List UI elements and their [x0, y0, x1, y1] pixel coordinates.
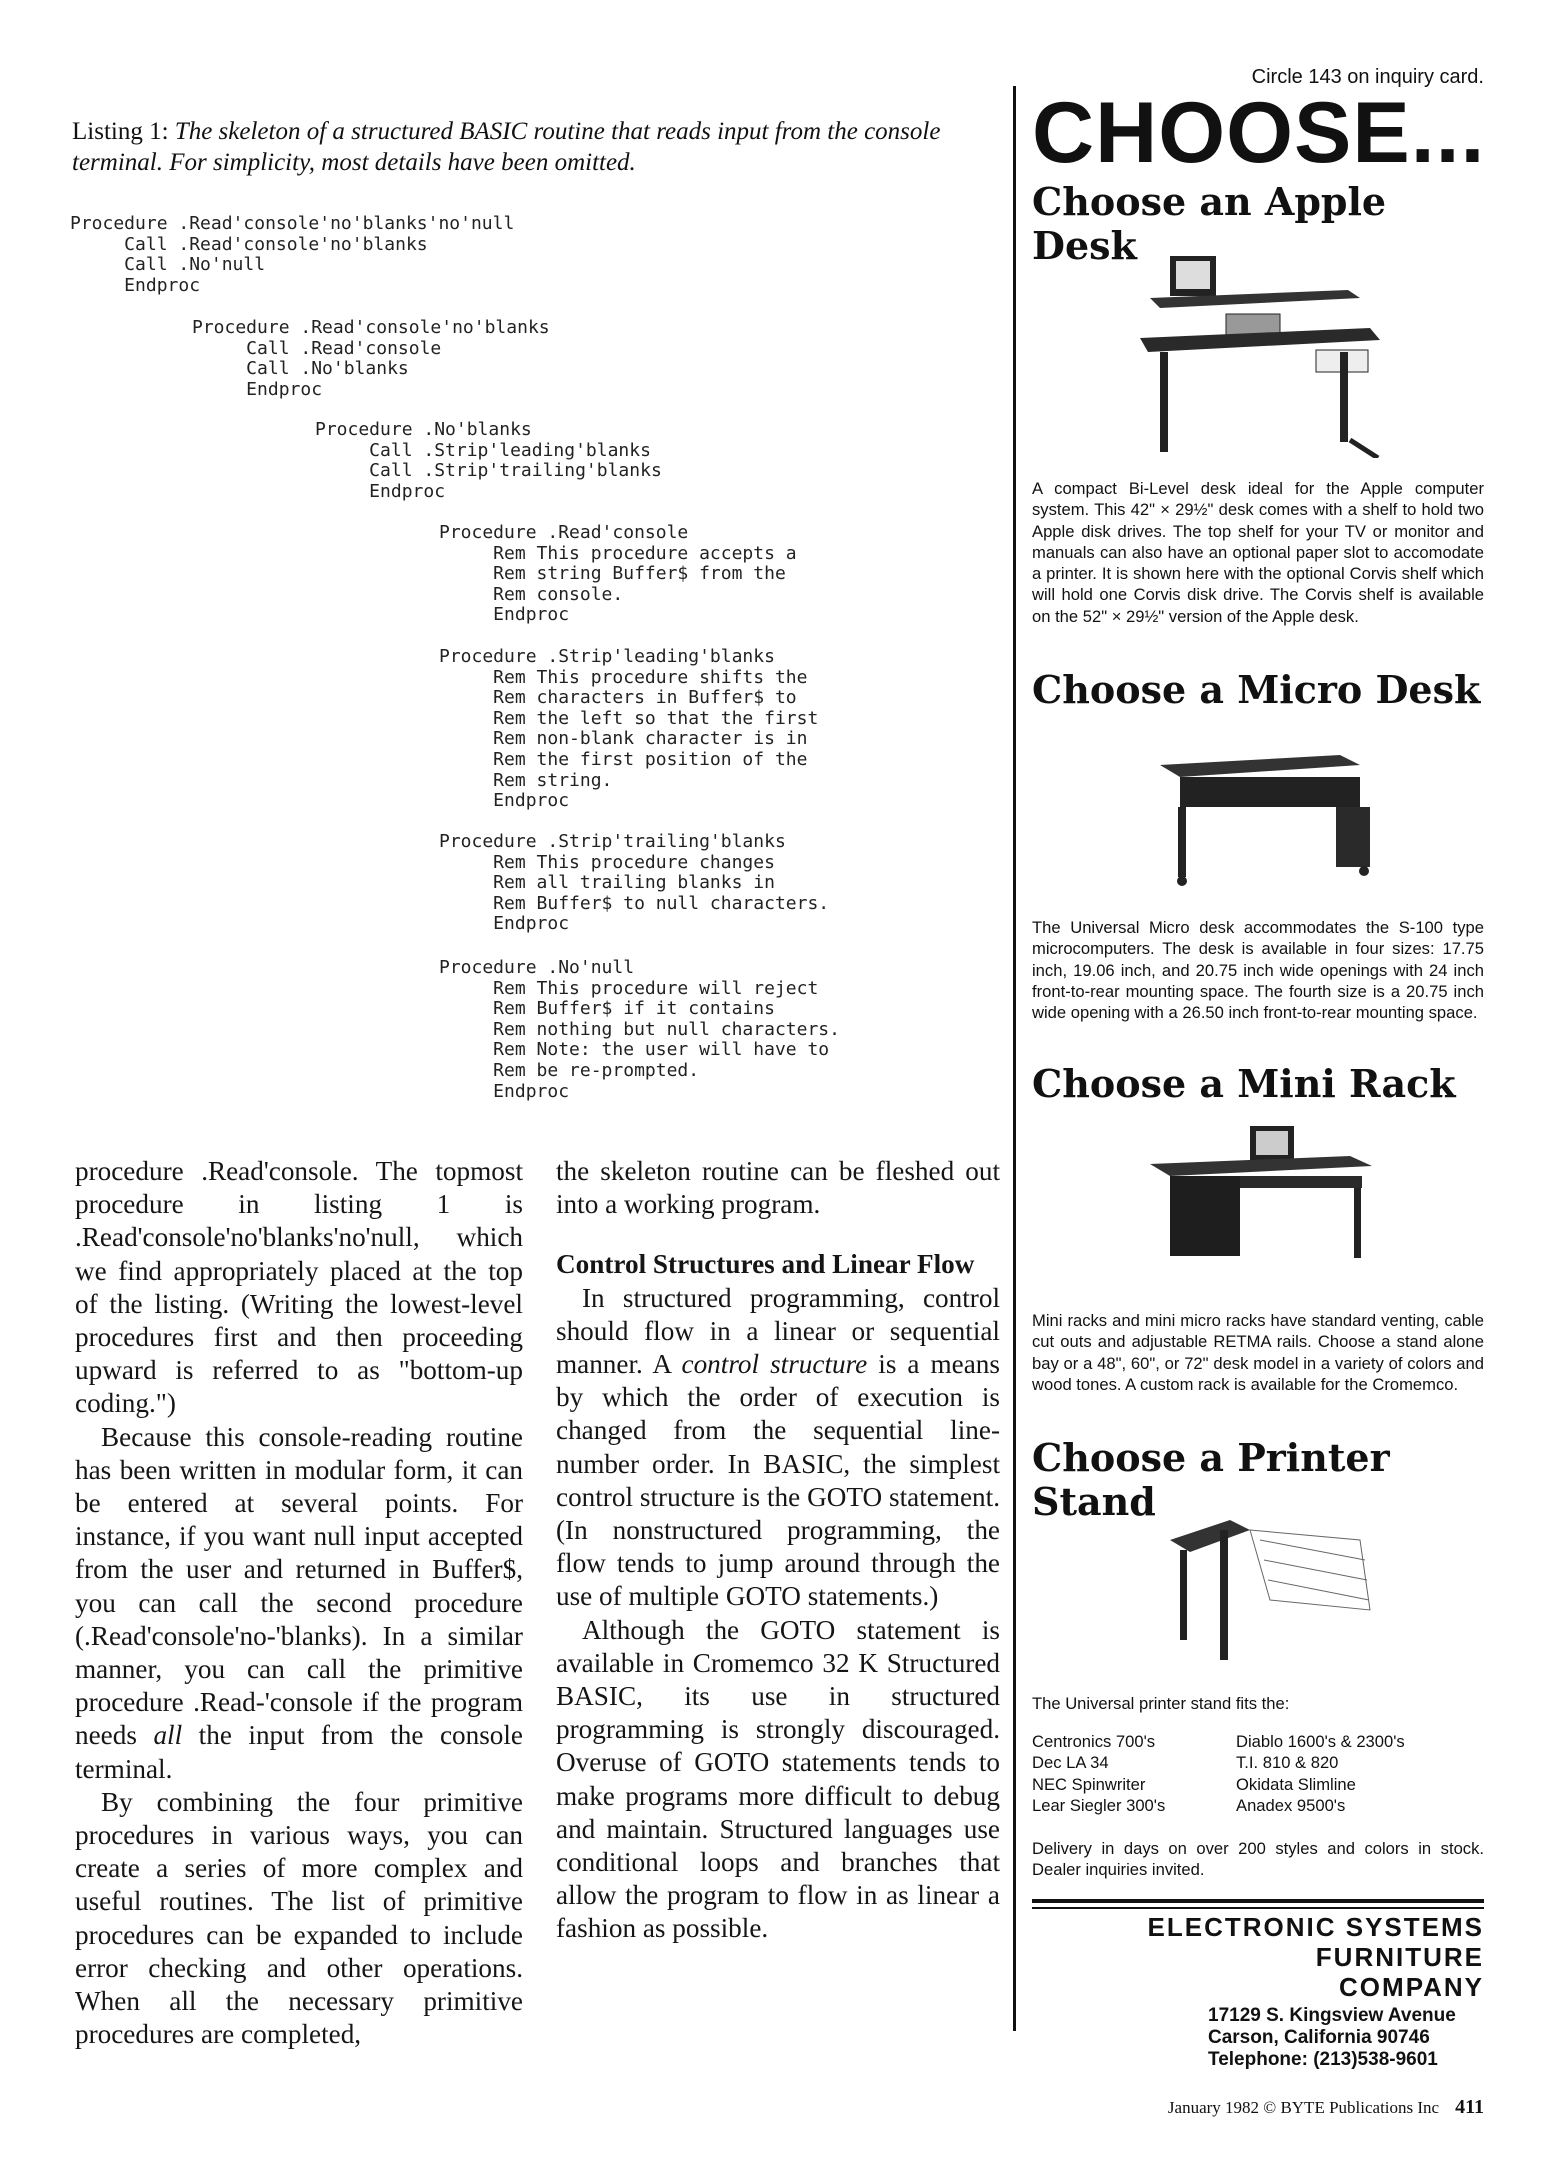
- address-line: Carson, California 90746: [1208, 2027, 1430, 2048]
- micro-desk-text: The Universal Micro desk accommodates the S-100 type microcomputers. The desk is available in four sizes: 17.75 inch, 19.06 inch, and 20.75 inch wide openings with 24 inch front-to-rear mounting space. The fourth size is a 20.75 inch wide opening with a 26.50 inch front-to-rear mounting space.: [1032, 918, 1484, 1023]
- code-block-3: Procedure .No'blanks Call .Strip'leading'blanks Call .Strip'trailing'blanks Endproc: [315, 419, 662, 502]
- ad-headline: CHOOSE...: [1032, 85, 1486, 181]
- col1-p2-text: Because this console-reading routine has been written in modular form, it can be entered at several points. For instance, if you want null input accepted from the user and returned in Buffer$, you can call the second procedure (.Read'console'no-'blanks). In a similar manner, you can call the primitive procedure .Read-'console if the program needs: [75, 1421, 523, 1751]
- inquiry-note: Circle 143 on inquiry card.: [1251, 66, 1484, 88]
- printer-list-left: [1032, 1731, 1232, 1816]
- apple-desk-illustration: [1130, 248, 1390, 458]
- company-line: COMPANY: [1339, 1972, 1484, 2002]
- mini-rack-title: Choose a Mini Rack: [1032, 1061, 1456, 1106]
- micro-desk-illustration: [1150, 745, 1370, 895]
- code-block-6: Procedure .Strip'trailing'blanks Rem This procedure changes Rem all trailing blanks in Rem Buffer$ to null characters. Endproc: [439, 831, 830, 935]
- section-subhead: Control Structures and Linear Flow: [556, 1249, 975, 1280]
- col2-p2-text: In structured programming, control should flow in a linear or sequential manner. A: [556, 1282, 1000, 1380]
- listing-caption-text: The skeleton of a structured BASIC routine that reads input from the console terminal. For simplicity, most details have been omitted.: [72, 118, 941, 176]
- col1-paragraph-1: procedure .Read'console. The topmost procedure in listing 1 is .Read'console'no'blanks'no'null, which we find appropriately placed at the top of the listing. (Writing the lowest-level procedures first and then proceeding upward is referred to as "bottom-up coding."): [75, 1156, 523, 1419]
- col1-p2-end: the input from the console terminal.: [75, 1720, 524, 1784]
- address-line: Telephone: (213)538-9601: [1208, 2049, 1438, 2070]
- company-line: ELECTRONIC SYSTEMS: [1147, 1912, 1484, 1942]
- col2-paragraph-3: Although the GOTO statement is available in Cromemco 32 K Structured BASIC, its use in structured programming is strongly discouraged. Overuse of GOTO statements tends to make programs more difficult to debug and maintain. Structured languages use conditional loops and branches that allow the program to flow in as linear a fashion as possible.: [556, 1614, 1000, 1944]
- printer-item: Dec LA 34: [1032, 1753, 1109, 1773]
- listing-caption: [72, 116, 1002, 178]
- printer-list-right: [1236, 1731, 1484, 1816]
- col1-p2-emphasis: all: [153, 1720, 183, 1751]
- col2-p2-end: is a means by which the order of execution is changed from the sequential line-number order. In BASIC, the simplest control structure is the GOTO statement. (In nonstructured programming, the flow tends to jump around through the use of multiple GOTO statements.): [556, 1349, 1000, 1612]
- printer-item: NEC Spinwriter: [1032, 1774, 1146, 1794]
- printer-item: Centronics 700's: [1032, 1732, 1156, 1751]
- printer-stand-intro: The Universal printer stand fits the:: [1032, 1694, 1290, 1713]
- code-block-1: Procedure .Read'console'no'blanks'no'null Call .Read'console'no'blanks Call .No'null Endproc: [70, 213, 515, 296]
- listing-label: Listing 1:: [72, 118, 169, 145]
- article-column-1: [75, 1155, 523, 2051]
- company-rule-thick: [1032, 1899, 1484, 1903]
- company-name: [1032, 1912, 1484, 2002]
- mini-rack-illustration: [1140, 1120, 1380, 1270]
- apple-desk-title: Choose an Apple Desk: [1032, 179, 1387, 268]
- page-footer: [1000, 2096, 1484, 2119]
- mini-rack-text: Mini racks and mini micro racks have standard venting, cable cut outs and adjustable RETMA rails. Choose a stand alone bay or a 48", 60", or 72" desk model in a variety of colors and wood tones. A custom rack is available for the Cromemco.: [1032, 1311, 1484, 1394]
- delivery-note: Delivery in days on over 200 styles and colors in stock. Dealer inquiries invited.: [1032, 1839, 1484, 1880]
- printer-item: Diablo 1600's & 2300's: [1236, 1732, 1405, 1751]
- printer-item: Lear Siegler 300's: [1032, 1795, 1166, 1815]
- col1-paragraph-3: By combining the four primitive procedures in various ways, you can create a series of more complex and useful routines. The list of primitive procedures can be expanded to include error checking and other operations. When all the necessary primitive procedures are completed,: [75, 1786, 523, 2050]
- company-line: FURNITURE: [1315, 1942, 1484, 1972]
- article-column-2: [556, 1155, 1000, 1946]
- page-number: 411: [1455, 2096, 1484, 2118]
- address-line: 17129 S. Kingsview Avenue: [1208, 2005, 1456, 2026]
- col2-paragraph-2: [556, 1282, 1000, 1614]
- printer-stand-title: Choose a Printer Stand: [1032, 1435, 1390, 1524]
- code-block-5: Procedure .Strip'leading'blanks Rem This procedure shifts the Rem characters in Buffer$ to Rem the left so that the first Rem non-blank character is in Rem the first position of the Rem string. Endproc: [439, 646, 819, 812]
- col1-paragraph-2: [75, 1421, 523, 1786]
- col2-p2-emphasis: control structure: [681, 1349, 868, 1380]
- code-block-4: Procedure .Read'console Rem This procedure accepts a Rem string Buffer$ from the Rem console. Endproc: [439, 522, 797, 626]
- issue-line: January 1982 © BYTE Publications Inc: [1167, 2098, 1440, 2117]
- printer-item: T.I. 810 & 820: [1236, 1753, 1339, 1773]
- micro-desk-title: Choose a Micro Desk: [1032, 667, 1481, 712]
- company-rule-thin: [1032, 1907, 1484, 1909]
- ad-divider: [1013, 86, 1016, 2031]
- col2-paragraph-1: the skeleton routine can be fleshed out into a working program.: [556, 1156, 1000, 1220]
- printer-stand-illustration: [1160, 1500, 1380, 1670]
- company-address: [1208, 2005, 1484, 2071]
- printer-item: Anadex 9500's: [1236, 1795, 1346, 1815]
- code-block-2: Procedure .Read'console'no'blanks Call .Read'console Call .No'blanks Endproc: [192, 317, 550, 400]
- apple-desk-text: A compact Bi-Level desk ideal for the Apple computer system. This 42" × 29½" desk comes with a shelf to hold two Apple disk drives. The top shelf for your TV or monitor and manuals can also have an optional paper slot to accomodate a printer. It is shown here with the optional Corvis shelf which will hold one Corvis disk drive. The Corvis shelf is available on the 52" × 29½" version of the Apple desk.: [1032, 479, 1484, 626]
- code-block-7: Procedure .No'null Rem This procedure will reject Rem Buffer$ if it contains Rem nothing but null characters. Rem Note: the user will have to Rem be re-prompted. Endproc: [439, 957, 840, 1102]
- printer-item: Okidata Slimline: [1236, 1774, 1356, 1794]
